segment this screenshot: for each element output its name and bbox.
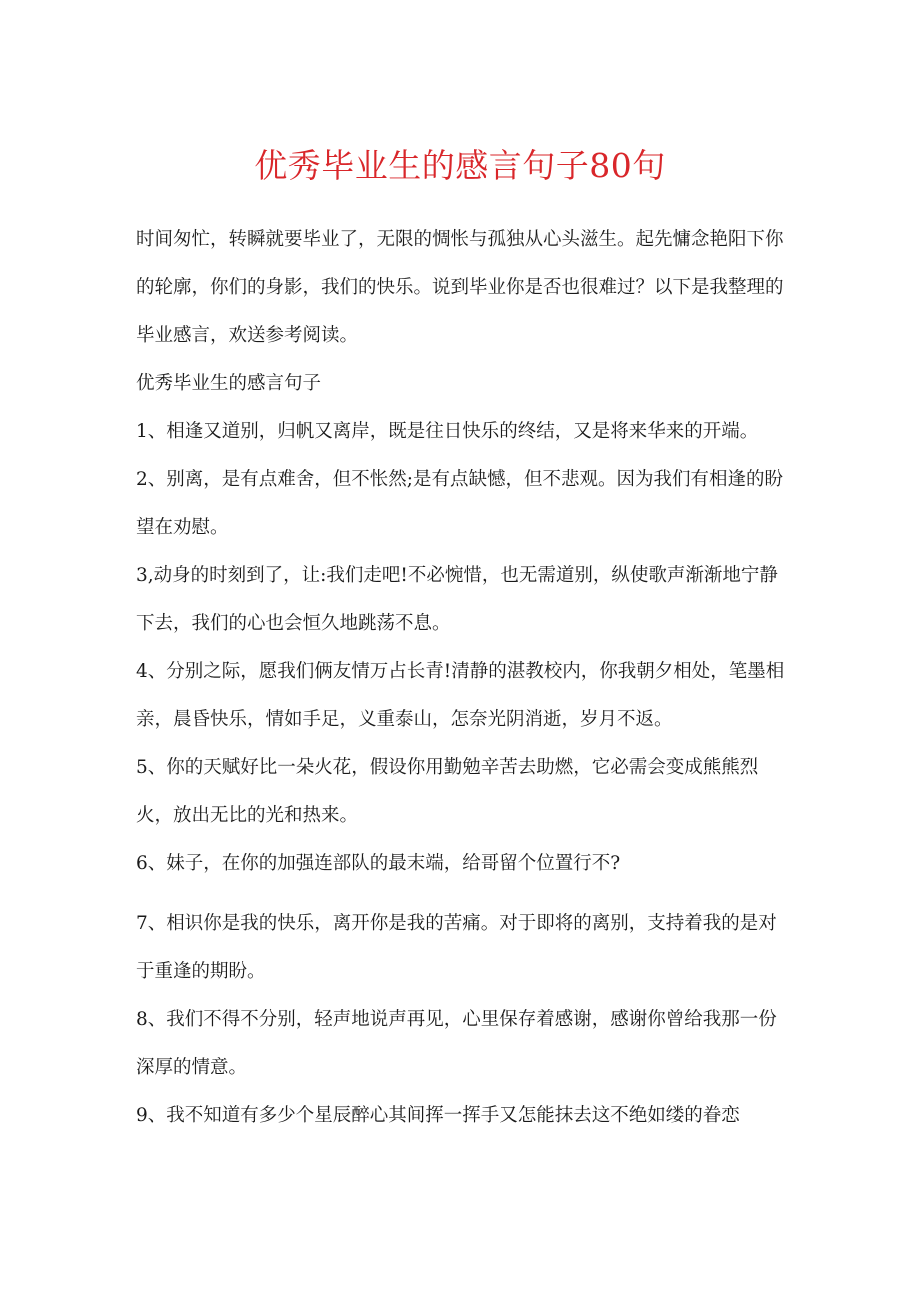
- list-item: 7、相识你是我的快乐，离开你是我的苦痛。对于即将的离别，支持着我的是对于重逢的期盼。: [136, 913, 777, 982]
- list-item: 1、相逢又道别，归帆又离岸，既是往日快乐的终结，又是将来华来的开端。: [136, 421, 759, 442]
- document-body: [136, 216, 791, 1140]
- list-item: 5、你的天赋好比一朵火花，假设你用勤勉辛苦去助燃，它必需会变成熊熊烈火，放出无比的光和热来。: [136, 757, 759, 826]
- section-heading: 优秀毕业生的感言句子: [136, 373, 322, 394]
- list-item: 3,动身的时刻到了，让:我们走吧!不必惋惜，也无需道别，纵使歌声渐渐地宁静下去，我们的心也会恒久地跳荡不息。: [136, 565, 778, 634]
- intro-paragraph: 时间匆忙，转瞬就要毕业了，无限的惆怅与孤独从心头滋生。起先慵念艳阳下你的轮廓，你们的身影，我们的快乐。说到毕业你是否也很难过？以下是我整理的毕业感言，欢送参考阅读。: [136, 229, 784, 346]
- list-item: 9、我不知道有多少个星辰醉心其间挥一挥手又怎能抹去这不绝如缕的眷恋: [136, 1105, 740, 1126]
- document-title: 优秀毕业生的感言句子80句: [254, 146, 666, 185]
- list-item: 6、妹子，在你的加强连部队的最末端，给哥留个位置行不?: [136, 853, 621, 874]
- list-item: 4、分别之际，愿我们俩友情万占长青!清静的湛教校内，你我朝夕相处，笔墨相亲，晨昏快乐，情如手足，义重泰山，怎奈光阴消逝，岁月不返。: [136, 661, 785, 730]
- list-item: 8、我们不得不分别，轻声地说声再见，心里保存着感谢，感谢你曾给我那一份深厚的情意。: [136, 1009, 777, 1078]
- list-item: 2、别离，是有点难舍，但不怅然;是有点缺憾，但不悲观。因为我们有相逢的盼望在劝慰。: [136, 469, 784, 538]
